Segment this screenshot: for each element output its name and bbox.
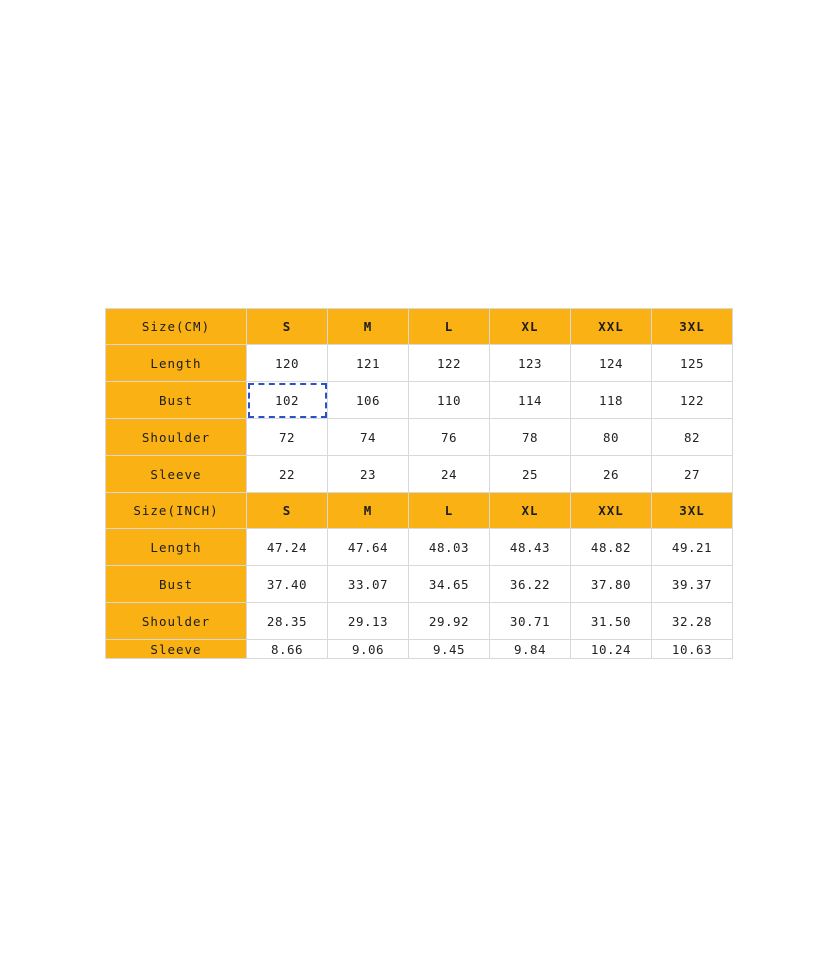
cell-sleeve-cm-l: 24 [409, 456, 490, 493]
column-header-xl: XL [490, 309, 571, 345]
cell-bust-inch-xl: 36.22 [490, 566, 571, 603]
cell-length-cm-xxl: 124 [571, 345, 652, 382]
size-chart-table [105, 308, 733, 659]
cell-shoulder-inch-l: 29.92 [409, 603, 490, 640]
cell-bust-inch-3xl: 39.37 [652, 566, 733, 603]
cell-bust-cm-xl: 114 [490, 382, 571, 419]
cell-length-inch-l: 48.03 [409, 529, 490, 566]
cell-bust-cm-3xl: 122 [652, 382, 733, 419]
table-row [106, 345, 733, 382]
row-label-length-inch: Length [106, 529, 247, 566]
cell-shoulder-cm-xl: 78 [490, 419, 571, 456]
cell-bust-cm-xxl: 118 [571, 382, 652, 419]
row-label-size-inch: Size(INCH) [106, 493, 247, 529]
row-label-sleeve-cm: Sleeve [106, 456, 247, 493]
column-header-inch-s: S [247, 493, 328, 529]
cell-length-cm-xl: 123 [490, 345, 571, 382]
column-header-inch-xxl: XXL [571, 493, 652, 529]
cell-sleeve-cm-xl: 25 [490, 456, 571, 493]
cell-bust-inch-xxl: 37.80 [571, 566, 652, 603]
table-row [106, 566, 733, 603]
cell-shoulder-cm-l: 76 [409, 419, 490, 456]
row-label-bust-inch: Bust [106, 566, 247, 603]
cell-bust-cm-m: 106 [328, 382, 409, 419]
column-header-inch-3xl: 3XL [652, 493, 733, 529]
cell-sleeve-inch-m: 9.06 [328, 640, 409, 659]
row-label-sleeve-inch: Sleeve [106, 640, 247, 659]
cell-shoulder-cm-xxl: 80 [571, 419, 652, 456]
table-row [106, 456, 733, 493]
size-chart [105, 308, 725, 659]
cell-sleeve-inch-l: 9.45 [409, 640, 490, 659]
cell-sleeve-inch-xl: 9.84 [490, 640, 571, 659]
cell-bust-cm-l: 110 [409, 382, 490, 419]
cell-length-cm-3xl: 125 [652, 345, 733, 382]
row-label-shoulder-inch: Shoulder [106, 603, 247, 640]
row-label-bust-cm: Bust [106, 382, 247, 419]
column-header-m: M [328, 309, 409, 345]
cell-length-inch-xl: 48.43 [490, 529, 571, 566]
cell-length-cm-s: 120 [247, 345, 328, 382]
cell-shoulder-inch-m: 29.13 [328, 603, 409, 640]
cell-sleeve-inch-3xl: 10.63 [652, 640, 733, 659]
cell-shoulder-cm-s: 72 [247, 419, 328, 456]
cell-shoulder-inch-s: 28.35 [247, 603, 328, 640]
cell-length-inch-3xl: 49.21 [652, 529, 733, 566]
column-header-xxl: XXL [571, 309, 652, 345]
column-header-3xl: 3XL [652, 309, 733, 345]
cell-length-inch-xxl: 48.82 [571, 529, 652, 566]
cell-shoulder-inch-xl: 30.71 [490, 603, 571, 640]
cell-sleeve-inch-xxl: 10.24 [571, 640, 652, 659]
cell-sleeve-cm-s: 22 [247, 456, 328, 493]
row-label-shoulder-cm: Shoulder [106, 419, 247, 456]
table-row [106, 603, 733, 640]
cell-bust-inch-m: 33.07 [328, 566, 409, 603]
column-header-inch-m: M [328, 493, 409, 529]
cell-length-cm-m: 121 [328, 345, 409, 382]
cell-shoulder-cm-3xl: 82 [652, 419, 733, 456]
table-row [106, 529, 733, 566]
cell-length-inch-m: 47.64 [328, 529, 409, 566]
cell-shoulder-cm-m: 74 [328, 419, 409, 456]
column-header-inch-l: L [409, 493, 490, 529]
cell-bust-inch-l: 34.65 [409, 566, 490, 603]
cell-sleeve-cm-xxl: 26 [571, 456, 652, 493]
cell-shoulder-inch-xxl: 31.50 [571, 603, 652, 640]
table-row [106, 493, 733, 529]
table-row [106, 382, 733, 419]
cell-bust-inch-s: 37.40 [247, 566, 328, 603]
cell-sleeve-cm-3xl: 27 [652, 456, 733, 493]
table-row [106, 640, 733, 659]
cell-length-inch-s: 47.24 [247, 529, 328, 566]
cell-sleeve-cm-m: 23 [328, 456, 409, 493]
column-header-inch-xl: XL [490, 493, 571, 529]
row-label-length-cm: Length [106, 345, 247, 382]
cell-shoulder-inch-3xl: 32.28 [652, 603, 733, 640]
cell-sleeve-inch-s: 8.66 [247, 640, 328, 659]
table-row [106, 419, 733, 456]
table-row [106, 309, 733, 345]
cell-length-cm-l: 122 [409, 345, 490, 382]
row-label-size-cm: Size(CM) [106, 309, 247, 345]
column-header-s: S [247, 309, 328, 345]
cell-bust-cm-s[interactable]: 102 [247, 382, 328, 419]
column-header-l: L [409, 309, 490, 345]
